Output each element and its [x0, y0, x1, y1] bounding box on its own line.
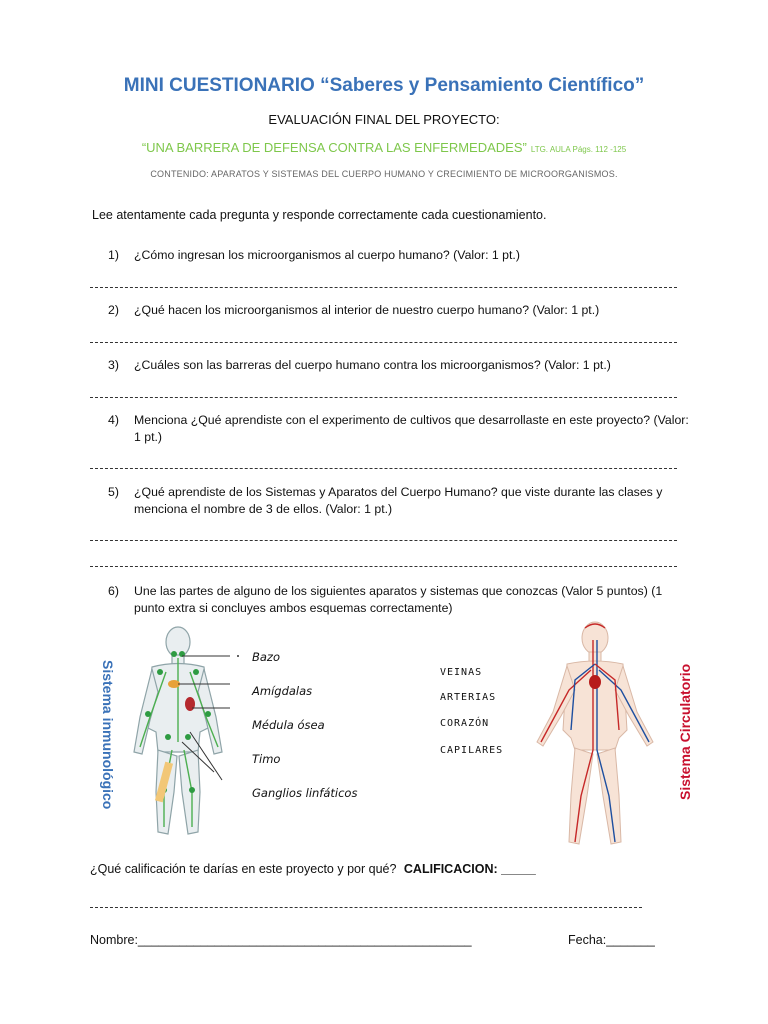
- heart-shape: [589, 675, 601, 689]
- label-ganglios[interactable]: Ganglios linfáticos: [252, 786, 358, 800]
- question-number: 5): [108, 485, 119, 499]
- content-line: CONTENIDO: APARATOS Y SISTEMAS DEL CUERPO HUMANO Y CRECIMIENTO DE MICROORGANISMOS.: [150, 169, 618, 179]
- question-number: 1): [108, 248, 119, 262]
- answer-line-4[interactable]: [90, 468, 677, 469]
- answer-line-1[interactable]: [90, 287, 677, 288]
- label-arterias[interactable]: ARTERIAS: [440, 692, 497, 703]
- question-text: ¿Cómo ingresan los microorganismos al cuerpo humano? (Valor: 1 pt.): [134, 248, 520, 262]
- circulatory-system-figure: [525, 620, 665, 850]
- project-title: “UNA BARRERA DE DEFENSA CONTRA LAS ENFERMEDADES”: [141, 140, 527, 155]
- project-name: [0, 140, 768, 155]
- question-text: Une las partes de alguno de los siguientes aparatos y sistemas que conozcas (Valor 5 puntos) (1 punto extra si concluyes ambos esquemas correctamente): [134, 584, 663, 615]
- question-text: ¿Qué aprendiste de los Sistemas y Aparatos del Cuerpo Humano? que viste durante las clases y menciona el nombre de 3 de ellos. (Valor: 1 pt.): [134, 485, 663, 516]
- answer-line-2[interactable]: [90, 342, 677, 343]
- label-timo[interactable]: Timo: [252, 752, 281, 766]
- project-ref: LTG. AULA Págs. 112 -125: [530, 145, 627, 154]
- label-bazo[interactable]: Bazo: [252, 650, 281, 664]
- question-number: 4): [108, 413, 119, 427]
- immune-side-label: [78, 660, 118, 810]
- question-text: ¿Qué hacen los microorganismos al interior de nuestro cuerpo humano? (Valor: 1 pt.): [134, 303, 600, 317]
- label-capilares[interactable]: CAPILARES: [440, 745, 504, 756]
- label-corazon[interactable]: CORAZÓN: [440, 718, 490, 729]
- answer-line-5b[interactable]: [90, 566, 677, 567]
- question-text: Menciona ¿Qué aprendiste con el experimento de cultivos que desarrollaste en este proyecto? (Valor: 1 pt.): [134, 413, 689, 444]
- grade-answer-line[interactable]: [90, 907, 642, 908]
- date-field[interactable]: Fecha:_______: [568, 933, 655, 947]
- instructions: Lee atentamente cada pregunta y responde correctamente cada cuestionamiento.: [92, 208, 547, 222]
- immune-label-text: Sistema inmunológico: [100, 660, 116, 810]
- evaluation-subtitle: EVALUACIÓN FINAL DEL PROYECTO:: [268, 112, 500, 127]
- question-number: 3): [108, 358, 119, 372]
- name-field[interactable]: Nombre:________________________________________________: [90, 933, 472, 947]
- grade-question: [90, 862, 536, 876]
- grade-question-text: ¿Qué calificación te darías en este proyecto y por qué?: [90, 862, 397, 876]
- circulatory-label-text: Sistema Circulatorio: [677, 663, 693, 800]
- spleen-shape: [185, 697, 195, 711]
- question-number: 6): [108, 584, 119, 598]
- question-number: 2): [108, 303, 119, 317]
- label-medula-osea[interactable]: Médula ósea: [252, 718, 325, 732]
- answer-line-5a[interactable]: [90, 540, 677, 541]
- label-venas[interactable]: VEINAS: [440, 667, 483, 678]
- question-text: ¿Cuáles son las barreras del cuerpo humano contra los microorganismos? (Valor: 1 pt.): [134, 358, 611, 372]
- answer-line-3[interactable]: [90, 397, 677, 398]
- page-title: MINI CUESTIONARIO “Saberes y Pensamiento Científico”: [123, 75, 645, 96]
- label-amigdalas[interactable]: Amígdalas: [252, 684, 313, 698]
- grade-label[interactable]: CALIFICACION: _____: [403, 862, 536, 876]
